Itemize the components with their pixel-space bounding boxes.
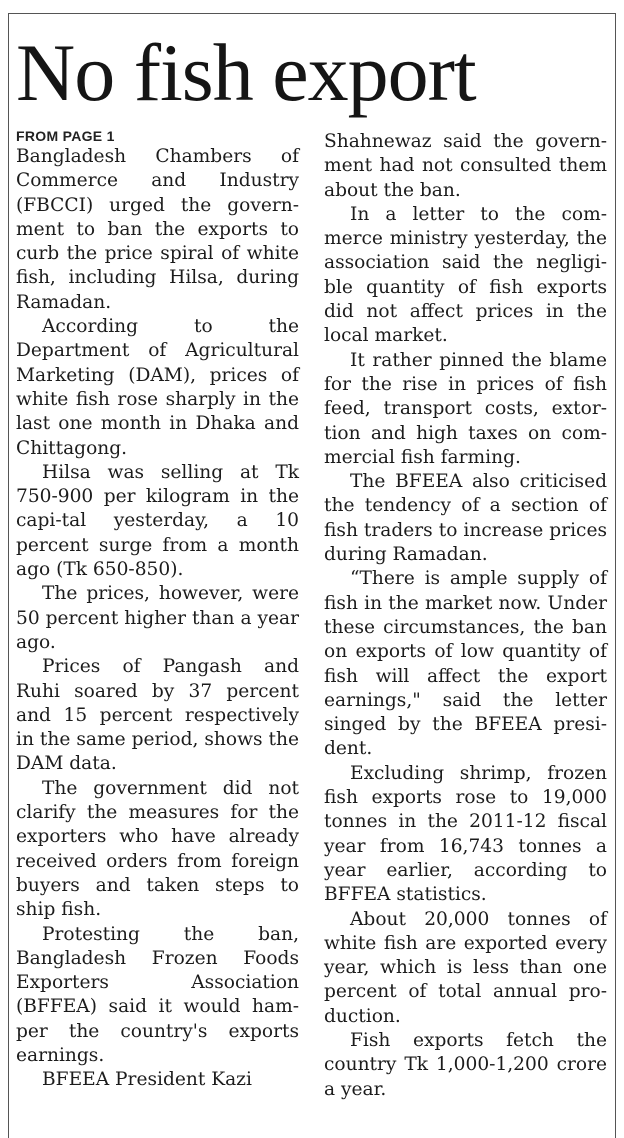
paragraph: Excluding shrimp, frozen fish exports rose to 19,000 tonnes in the 2011-12 fiscal year from 16,743 tonnes a year earlier, according to BFFEA statistics. (324, 762, 607, 906)
from-page-label: FROM PAGE 1 (16, 128, 115, 144)
paragraph: Prices of Pangash and Ruhi soared by 37 percent and 15 percent respectively in the same period, shows the DAM data. (16, 656, 299, 775)
article-column-right (324, 130, 607, 1102)
paragraph: BFEEA President Kazi (42, 1069, 252, 1091)
paragraph: About 20,000 tonnes of white fish are exported every year, which is less than one percent of total annual pro-duction. (324, 908, 607, 1027)
paragraph: Bangladesh Chambers of Commerce and Industry (FBCCI) urged the govern-ment to ban the exports to curb the price spiral of white fish, including Hilsa, during Ramadan. (16, 146, 299, 313)
paragraph: The government did not clarify the measures for the exporters who have already received orders from foreign buyers and taken steps to ship fish. (16, 777, 299, 921)
paragraph: The prices, however, were 50 percent higher than a year ago. (16, 583, 299, 653)
paragraph: According to the Department of Agricultural Marketing (DAM), prices of white fish rose sharply in the last one month in Dhaka and Chittagong. (16, 316, 299, 459)
paragraph: Shahnewaz said the govern-ment had not consulted them about the ban. (324, 131, 607, 201)
paragraph: Fish exports fetch the country Tk 1,000-1,200 crore a year. (324, 1029, 607, 1100)
paragraph: “There is ample supply of fish in the market now. Under these circumstances, the ban on exports of low quantity of fish will affect the export earnings," said the letter singed by the BFEEA presi-dent. (324, 568, 607, 760)
paragraph: The BFEEA also criticised the tendency of a section of fish traders to increase prices during Ramadan. (324, 471, 607, 566)
cut-off-line-from-previous-article (29, 2, 619, 16)
paragraph: It rather pinned the blame for the rise in prices of fish feed, transport costs, extor-tion and high taxes on com-mercial fish farming. (324, 349, 607, 468)
paragraph: In a letter to the com-merce ministry yesterday, the association said the negligi-ble quantity of fish exports did not affect prices in the local market. (324, 203, 607, 347)
headline: No fish export (16, 27, 476, 118)
paragraph: Protesting the ban, Bangladesh Frozen Foods Exporters Association (BFFEA) said it would ham-per the country's exports earnings. (16, 923, 299, 1066)
article-column-left (16, 128, 299, 1093)
paragraph: Hilsa was selling at Tk 750-900 per kilogram in the capi-tal yesterday, a 10 percent surge from a month ago (Tk 650-850). (16, 461, 299, 581)
